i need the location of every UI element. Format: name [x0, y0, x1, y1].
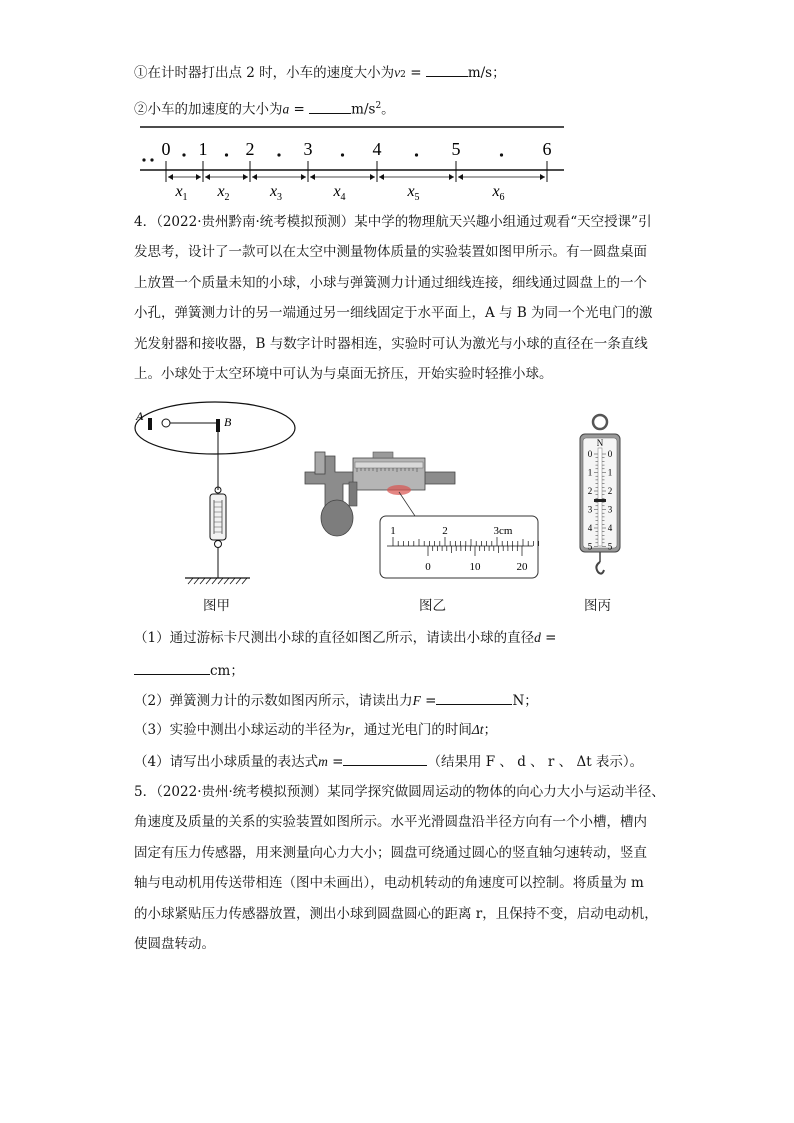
tape-segment-label — [491, 183, 504, 200]
figure-bing — [570, 412, 630, 582]
sub2-text: （2）弹簧测力计的示数如图丙所示，请读出力 — [134, 693, 413, 709]
arrow-head — [252, 174, 257, 180]
answer-blank-m[interactable] — [343, 751, 427, 766]
sub3-mid: ，通过光电门的时间 — [350, 722, 472, 738]
sub4-var: m — [318, 754, 328, 769]
q5-line: 固定有压力传感器，用来测量向心力大小；圆盘可绕通过圆心的竖直轴匀速转动，竖直 — [134, 844, 647, 861]
answer-blank-f[interactable] — [436, 690, 512, 705]
arrow-head — [449, 174, 454, 180]
tape-dot — [182, 153, 185, 156]
arrow-head — [540, 174, 545, 180]
sub4-post: （结果用 F 、 d 、 r 、 Δt 表示）。 — [427, 754, 644, 770]
tape-dot — [415, 153, 418, 156]
segment-var: x — [407, 183, 415, 200]
sub1-line — [134, 628, 556, 648]
accel-var: a — [282, 101, 290, 117]
zoom-box — [380, 516, 538, 578]
q4-line: 上放置一个质量未知的小球，小球与弹簧测力计通过细线连接，细线通过圆盘上的一个 — [134, 274, 647, 291]
answer-blank-v2[interactable] — [426, 62, 468, 77]
segment-sub: 1 — [182, 192, 188, 200]
velocity-eq: = — [405, 65, 426, 81]
segment-var: x — [217, 183, 225, 200]
label-b: B — [224, 415, 232, 429]
tape-segment-label — [216, 183, 229, 200]
q4-line: 上。小球处于太空环境中可认为与桌面无挤压，开始实验时轻推小球。 — [134, 366, 553, 382]
disk-ellipse — [135, 402, 295, 454]
balance-left-label: 2 — [587, 486, 593, 496]
sub1-text: （1）通过游标卡尺测出小球的直径如图乙所示，请读出小球的直径 — [134, 630, 535, 646]
caption-bing: 图丙 — [584, 598, 611, 614]
balance-right-label: 4 — [607, 523, 613, 533]
prev-q2-line — [134, 96, 395, 120]
prev-q1-text: ①在计时器打出点 2 时，小车的速度大小为 — [134, 65, 395, 81]
ticker-tape-diagram — [134, 122, 574, 200]
tape-point-label: 1 — [198, 139, 208, 159]
tape-point-label: 6 — [542, 139, 552, 159]
caption-jia: 图甲 — [203, 598, 230, 614]
q4-line: 4．（2022·贵州黔南·统考模拟预测）某中学的物理航天兴趣小组通过观看“天空授课”引 — [134, 214, 652, 230]
accel-unit-sup: 2 — [375, 101, 382, 111]
balance-pointer — [594, 499, 606, 502]
balance-left-label: 3 — [587, 504, 593, 515]
tape-point-label: 0 — [161, 139, 171, 159]
sub2-var: F — [412, 693, 421, 708]
sub4-eq: = — [327, 754, 344, 770]
measured-ball — [321, 500, 353, 536]
sub3-end: ； — [483, 722, 498, 738]
velocity-sub: 2 — [400, 70, 406, 80]
sub2-line — [134, 690, 538, 711]
balance-right-label: 3 — [607, 504, 613, 515]
sub1-answer-line — [134, 660, 244, 681]
main-scale-1: 1 — [390, 525, 396, 537]
velocity-var: v — [394, 65, 401, 80]
q5-line: 使圆盘转动。 — [134, 936, 215, 952]
q5-line: 角速度及质量的关系的实验装置如图所示。水平光滑圆盘沿半径方向有一个小槽，槽内 — [134, 814, 647, 831]
prev-q1-line — [134, 62, 506, 85]
segment-var: x — [333, 183, 341, 200]
caption-yi: 图乙 — [419, 598, 446, 614]
balance-right-label: 2 — [607, 486, 613, 496]
arrow-head — [243, 174, 248, 180]
tape-segment-label — [332, 183, 345, 200]
vernier-scale-0: 0 — [425, 561, 431, 573]
figure-yi — [295, 442, 543, 582]
segment-sub: 3 — [277, 192, 283, 200]
tape-dot — [277, 153, 280, 156]
balance-unit: N — [596, 438, 604, 448]
q4-line: 小孔，弹簧测力计的另一端通过另一细线固定于水平面上，A 与 B 为同一个光电门的激 — [134, 305, 653, 322]
arrow-head — [370, 174, 375, 180]
answer-blank-d[interactable] — [134, 660, 210, 675]
q4-line: 发思考，设计了一款可以在太空中测量物体质量的实验装置如图甲所示。有一圆盘桌面 — [134, 244, 647, 261]
segment-var: x — [269, 183, 278, 200]
main-scale-3: 3cm — [493, 525, 513, 537]
arrow-head — [196, 174, 201, 180]
tape-point-label: 4 — [372, 139, 382, 159]
balance-left-label: 1 — [587, 467, 593, 478]
sub2-unit: N； — [512, 693, 538, 709]
segment-sub: 4 — [340, 192, 346, 200]
arrow-head — [379, 174, 384, 180]
tape-segment-label — [269, 183, 282, 200]
tape-dot — [341, 153, 344, 156]
tape-dot — [225, 153, 228, 156]
vernier-scale-20: 20 — [516, 561, 528, 573]
segment-sub: 2 — [224, 192, 230, 200]
accel-eq: = — [289, 101, 310, 118]
answer-blank-a[interactable] — [309, 99, 351, 114]
tape-points — [162, 139, 552, 182]
sub3-text: （3）实验中测出小球运动的半径为 — [134, 722, 346, 738]
sub3-var-r: r — [345, 722, 351, 737]
tape-point-label: 3 — [303, 139, 313, 159]
spring-scale-jia — [210, 487, 226, 548]
balance-right-label: 1 — [607, 467, 613, 478]
small-ball — [162, 419, 170, 427]
main-scale-2: 2 — [442, 525, 448, 537]
arrow-head — [310, 174, 315, 180]
q5-line: 轴与电动机用传送带相连（图中未画出），电动机转动的角速度可以控制。将质量为 m — [134, 875, 644, 892]
tape-segments — [168, 174, 545, 200]
accel-unit: m/s — [351, 101, 376, 118]
q5-line: 的小球紧贴压力传感器放置，测出小球到圆盘圆心的距离 r，且保持不变，启动电动机， — [134, 905, 658, 922]
sub1-var: d — [534, 630, 541, 645]
tape-point-label: 2 — [245, 139, 255, 159]
tape-segment-label — [174, 183, 187, 200]
segment-sub: 5 — [414, 192, 420, 200]
balance-left-label: 4 — [587, 523, 593, 533]
balance-right-label: 0 — [607, 449, 613, 459]
sub4-line — [134, 751, 643, 772]
segment-sub: 6 — [499, 192, 505, 200]
receiver-b — [216, 419, 220, 432]
sub4-text: （4）请写出小球质量的表达式 — [134, 754, 319, 770]
sub3-var-dt: Δt — [471, 722, 484, 737]
sub1-unit: cm； — [210, 663, 244, 679]
arrow-head — [205, 174, 210, 180]
balance-left-label: 5 — [587, 541, 593, 552]
tape-dot — [500, 153, 503, 156]
q5-line: 5．（2022·贵州·统考模拟预测）某同学探究做圆周运动的物体的向心力大小与运动半径、 — [134, 784, 665, 800]
sub2-eq: = — [420, 693, 437, 709]
tape-point-label: 5 — [451, 139, 461, 159]
prev-q2-text: ②小车的加速度的大小为 — [134, 101, 283, 118]
figure-jia — [130, 398, 300, 598]
arrow-head — [168, 174, 173, 180]
arrow-head — [458, 174, 463, 180]
arrow-head — [301, 174, 306, 180]
tape-segment-label — [406, 183, 419, 200]
segment-var: x — [492, 183, 500, 200]
balance-left-label: 0 — [587, 449, 593, 459]
q4-line: 光发射器和接收器，B 与数字计时器相连，实验时可认为激光与小球的直径在一条直线 — [134, 335, 648, 352]
segment-var: x — [175, 183, 183, 200]
vernier-scale-10: 10 — [469, 561, 481, 573]
sub3-line — [134, 720, 497, 740]
sub1-eq: = — [540, 630, 557, 646]
velocity-unit: m/s； — [467, 65, 506, 81]
label-a: A — [136, 409, 144, 423]
accel-end: 。 — [381, 101, 395, 118]
emitter-a — [148, 418, 152, 430]
balance-right-label: 5 — [607, 541, 613, 552]
